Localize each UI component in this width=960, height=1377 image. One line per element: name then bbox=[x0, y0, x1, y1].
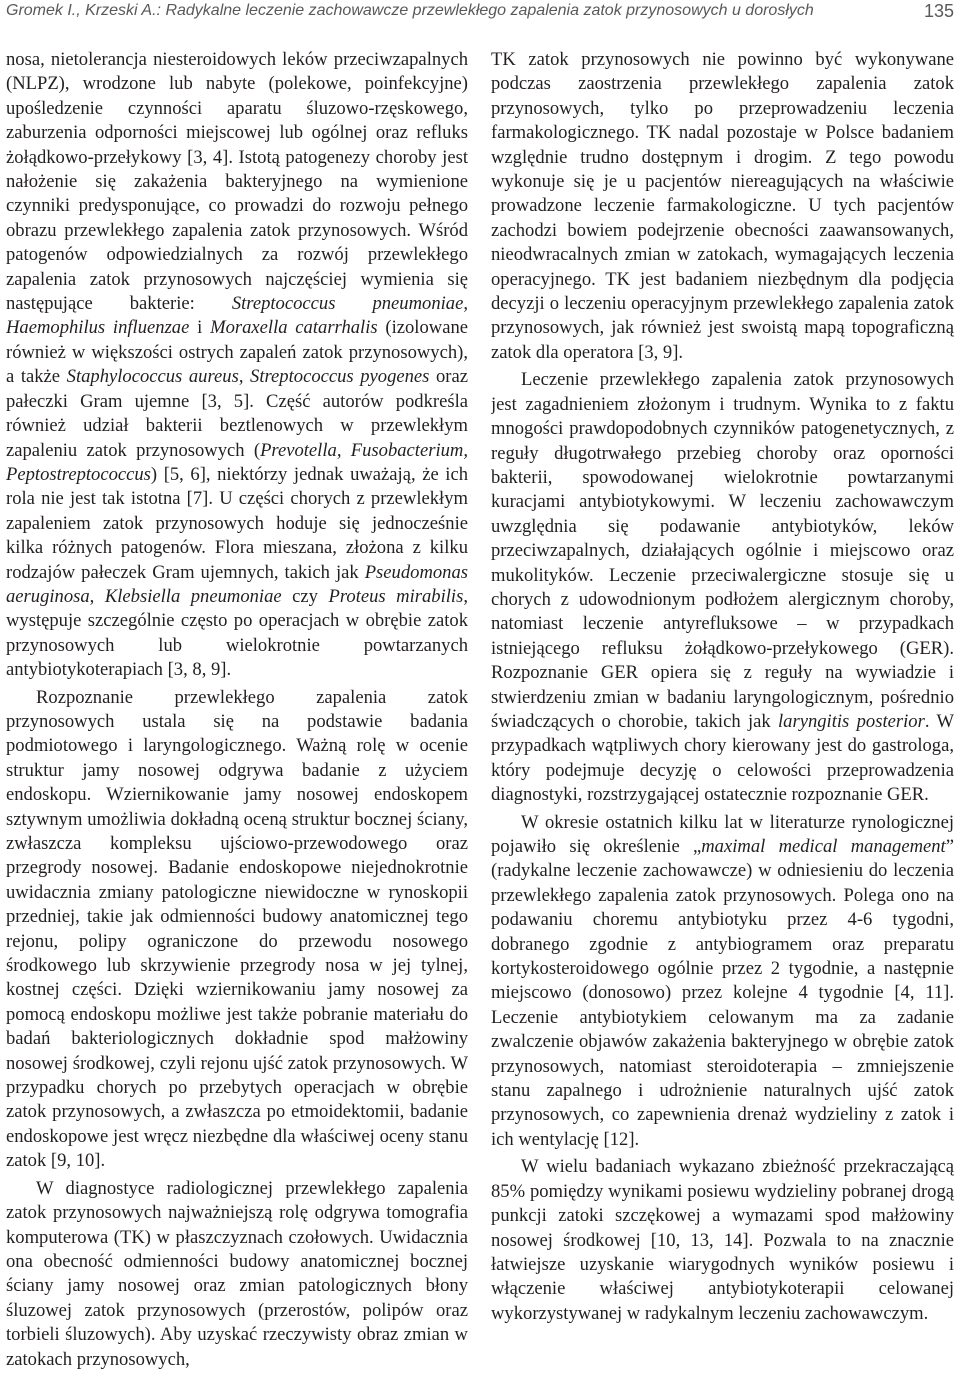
text-run: , bbox=[89, 585, 105, 607]
text-run: ” (radykalne leczenie zachowawcze) w odniesieniu do leczenia przewlekłego zapalenia zatok przynosowych. Polega ono na podawaniu choremu antybiotyku przez 4-6 tygodni, dobranego zgodnie z antybiogramem oraz preparatu kortykosteroidowego ogólnie przez 2 tygodnie, a następnie miejscowo (donosowo) przez kolejne 4 tygodnie [4, 11]. Leczenie antybiotykiem celowanym ma za zadanie zwalczenie objawów zakażenia bakteryjnego w obrębie zatok przynosowych, natomiast steroidoterapia – zmniejszenie stanu zapalnego i udrożnienie naturalnych ujść zatok przynosowych, co zapewnienia drenaż wydzieliny z zatok i ich wentylację [12]. bbox=[491, 836, 954, 1150]
text-run: . W przypadkach wątpliwych chory kierowany jest do gastrologa, który podejmuje decyzję o celowości przeprowadzenia diagnostyki, rozstrzygającej ostatecznie rozpoznanie GER. bbox=[491, 710, 954, 806]
page-number: 135 bbox=[923, 1, 954, 21]
text-run: TK zatok przynosowych nie powinno być wykonywane podczas zaostrzenia przewlekłego zapalenia zatok przynosowych, tylko po przeprowadzeniu leczenia farmakologicznego. TK nadal pozostaje w Polsce badaniem względnie trudno dostępnym i drogim. Z tego powodu wykonuje się je u pacjentów niereagujących na właściwie prowadzone leczenie farmakologiczne. U tych pacjentów zachodzi bowiem podejrzenie obecności zaawansowanych, nieodwracalnych zmian w zatokach, wymagających leczenia operacyjnego. TK jest badaniem niezbędnym dla podjęcia decyzji o leczeniu operacyjnym przewlekłego zapalenia zatok przynosowych, jak również jest swoistą mapą topograficzną zatok dla operatora [3, 9]. bbox=[491, 49, 954, 363]
italic-term: Pseudomonas aeruginosa bbox=[6, 561, 468, 607]
text-run: czy bbox=[281, 585, 329, 607]
text-run: W diagnostyce radiologicznej przewlekłego zapalenia zatok przynosowych najważniejszą rolę odgrywa tomografia komputerowa (TK) w płaszczyznach czołowych. Uwidacznia ona obecność odmienności budowy anatomicznej bocznej ściany jamy nosowej oraz zmian patologicznych błony śluzowej zatok przynosowych (przerostów, polipów oraz torbieli śluzowych). Aby uzyskać rzeczywisty obraz zmian w zatokach przynosowych, bbox=[6, 1177, 468, 1370]
text-run: , występuje szczególnie często po operacjach w obrębie zatok przynosowych lub wielokrotnie powtarzanych antybiotykoterapiach [3, 8, 9]. bbox=[6, 585, 468, 681]
right-paragraph-3 bbox=[491, 811, 954, 1153]
italic-term: Streptococcus pyogenes bbox=[250, 366, 430, 388]
italic-term: Moraxella catarrhalis bbox=[210, 317, 378, 339]
left-paragraph-3 bbox=[6, 1177, 468, 1372]
right-text-column bbox=[491, 48, 954, 1373]
right-paragraph-4 bbox=[491, 1155, 954, 1326]
italic-term: Staphylococcus aureus bbox=[66, 366, 239, 388]
text-run: oraz pałeczki Gram ujemne [3, 5]. Część autorów podkreśla również udział bakterii beztlenowych w przewlekłym zapaleniu zatok przynosowych ( bbox=[6, 366, 468, 461]
italic-term: Streptococcus pneumoniae, Haemophilus influenzae bbox=[6, 293, 468, 339]
italic-term: Proteus mirabilis bbox=[328, 585, 464, 607]
text-run: (izolowane również w większości ostrych zapaleń zatok przynosowych), a także bbox=[6, 317, 468, 388]
text-run: Rozpoznanie przewlekłego zapalenia zatok przynosowych ustala się na podstawie badania podmiotowego i laryngologicznego. Ważną rolę w ocenie struktur jamy nosowej odgrywa badanie z użyciem endoskopu. Wziernikowanie jamy nosowej endoskopem sztywnym umożliwia dokładną oceną struktur bocznej ściany, zwłaszcza kompleksu ujściowo-przewodowego oraz przegrody nosowej. Badanie endoskopowe niejednokrotnie uwidacznia zmiany patologiczne niewidoczne w rynoskopii przedniej, takie jak odmienności budowy anatomicznej tego rejonu, polipy ograniczone do przewodu nosowego środkowego lub skrzywienie przegrody nosa w jej tylnej, kostnej części. Dzięki wziernikowaniu jamy nosowej za pomocą endoskopu możliwe jest także pobranie materiału do badań bakteriologicznych dokładnie spod małżowiny nosowej środkowej, czyli rejonu ujść zatok przynosowych. W przypadku chorych po przebytych operacjach w obrębie zatok przynosowych, a zwłaszcza po etmoidektomii, badanie endoskopowe jest wręcz niezbędne dla właściwej oceny stanu zatok [9, 10]. bbox=[6, 686, 468, 1172]
text-run: i bbox=[189, 317, 211, 339]
italic-term: Prevotella, Fusobacterium, Peptostreptococcus bbox=[6, 439, 468, 485]
text-run: W wielu badaniach wykazano zbieżność przekraczającą 85% pomiędzy wynikami posiewu wydzieliny pobranej drogą punkcji zatoki szczękowej a wymazami spod małżowiny nosowej środkowej [10, 13, 14]. Pozwala to na znacznie łatwiejsze uzyskanie wiarygodnych wyników posiewu i włączenie właściwej antybiotykoterapii celowanej wykorzystywanej w radykalnym leczeniu zachowawczym. bbox=[491, 1156, 954, 1324]
running-header-title: Gromek I., Krzeski A.: Radykalne leczenie zachowawcze przewlekłego zapalenia zatok przynosowych u dorosłych bbox=[6, 2, 814, 19]
italic-term: Klebsiella pneumoniae bbox=[104, 585, 282, 607]
italic-term: laryngitis posterior bbox=[778, 710, 925, 732]
right-paragraph-2 bbox=[491, 368, 954, 807]
text-run: ) [5, 6], niektórzy jednak uważają, że ich rola nie jest tak istotna [7]. U części chorych z przewlekłym zapaleniem zatok przynosowych hoduje się jednocześnie kilka różnych patogenów. Flora mieszana, złożona z kilku rodzajów pałeczek Gram ujemnych, takich jak bbox=[6, 463, 468, 583]
left-text-column bbox=[6, 48, 468, 1373]
text-run: W okresie ostatnich kilku lat w literaturze rynologicznej pojawiło się określenie „ bbox=[491, 811, 954, 857]
italic-term: maximal medical management bbox=[701, 836, 946, 857]
text-run: Leczenie przewlekłego zapalenia zatok przynosowych jest zagadnieniem złożonym i trudnym. Wynika to z faktu mnogości prawdopodobnych czynników patogenetycznych, z reguły długotrwałego przebieg choroby oraz oporności bakterii, spowodowanej wielokrotnie powtarzanymi kuracjami antybiotykowymi. W leczeniu zachowawczym uwzględnia się podawanie antybiotyków, leków przeciwzapalnych, działających ogólnie i miejscowo oraz mukolityków. Leczenie przeciwalergiczne stosuje się u chorych z udowodnionym podłożem alergicznym choroby, natomiast leczenie antyrefluksowe – w przypadkach istniejącego refluksu żołądkowo-przełykowego (GER). Rozpoznanie GER opiera się z reguły na wywiadzie i stwierdzeniu zmian w badaniu laryngologicznym, pośrednio świadczących o chorobie, takich jak bbox=[491, 369, 954, 732]
left-paragraph-1 bbox=[6, 48, 468, 683]
right-paragraph-1 bbox=[491, 48, 954, 365]
left-paragraph-2 bbox=[6, 686, 468, 1174]
text-run: nosa, nietolerancja niesteroidowych leków przeciwzapalnych (NLPZ), wrodzone lub nabyte (polekowe, poinfekcyjne) upośledzenie czynności aparatu śluzowo-rzęskowego, zaburzenia odporności miejscowej lub ogólnej oraz refluks żołądkowo-przełykowy [3, 4]. Istotą patogenezy choroby jest nałożenie się zakażenia bakteryjnego na wymienione czynniki predysponujące, co prowadzi do rozwoju pełnego obrazu przewlekłego zapalenia zatok przynosowych. Wśród patogenów odpowiedzialnych za rozwój przewlekłego zapalenia zatok przynosowych najczęściej wymienia się następujące bakterie: bbox=[6, 49, 468, 315]
text-run: , bbox=[238, 366, 251, 388]
